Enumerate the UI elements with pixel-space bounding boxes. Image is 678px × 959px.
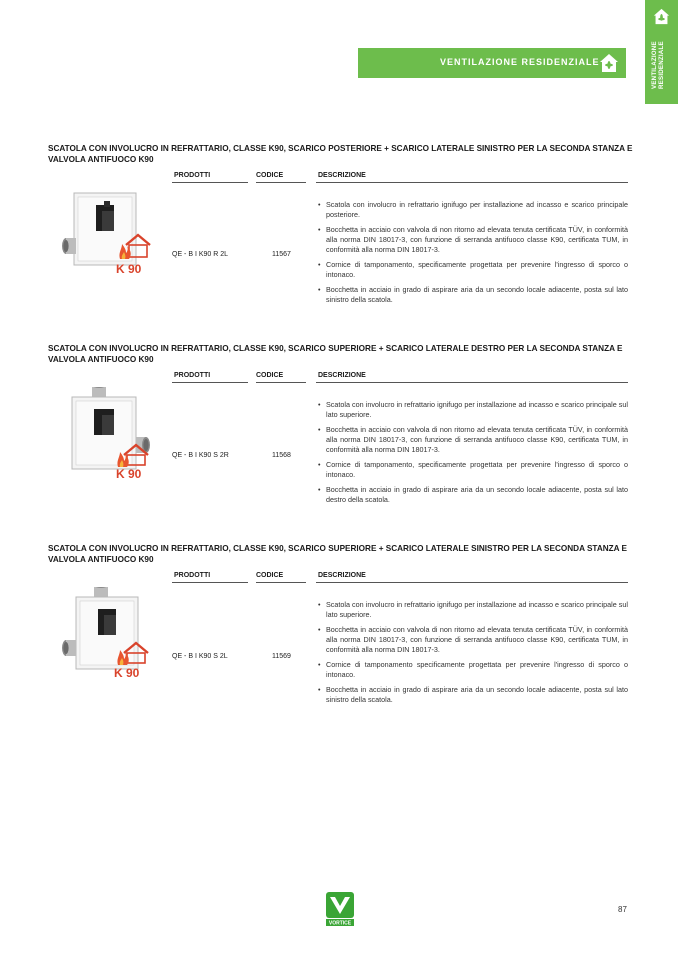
column-header-products: PRODOTTI xyxy=(174,572,211,579)
column-divider xyxy=(172,382,248,383)
product-model: QE - B I K90 S 2R xyxy=(172,452,229,459)
column-header-code: CODICE xyxy=(256,172,284,179)
description-item: • Bocchetta in acciaio con valvola di non ritorno ad elevata tenuta certificata TÜV, in conformità alla norma DIN 18017-3, con funzione di serranda antifuoco classe K90, certificata TUM, in conformità alla norma DIN 18017-3. xyxy=(318,625,628,655)
product-model: QE - B I K90 S 2L xyxy=(172,653,228,660)
product-code: 11568 xyxy=(272,452,291,459)
product-title: SCATOLA CON INVOLUCRO IN REFRATTARIO, CLASSE K90, SCARICO POSTERIORE + SCARICO LATERALE SINISTRO PER LA SECONDA STANZA E VALVOLA ANTIFUOCO K90 xyxy=(48,144,633,164)
column-divider xyxy=(316,582,628,583)
description-item: • Cornice di tamponamento, specificamente progettata per prevenire l'ingresso di sporco o intonaco. xyxy=(318,260,628,280)
section-title: VENTILAZIONE RESIDENZIALE xyxy=(440,57,600,67)
column-header-description: DESCRIZIONE xyxy=(318,172,366,179)
k90-badge: K 90 xyxy=(114,666,140,679)
column-divider xyxy=(256,182,306,183)
column-divider xyxy=(316,382,628,383)
column-divider xyxy=(172,182,248,183)
column-header-products: PRODOTTI xyxy=(174,372,211,379)
description-item: • Scatola con involucro in refrattario ignifugo per installazione ad incasso e scarico principale sul lato superiore. xyxy=(318,400,628,420)
product-model: QE - B I K90 R 2L xyxy=(172,251,229,258)
k90-badge: K 90 xyxy=(116,262,142,276)
description-item: • Scatola con involucro in refrattario ignifugo per installazione ad incasso e scarico principale posteriore. xyxy=(318,200,628,220)
description-item: • Cornice di tamponamento, specificamente progettata per prevenire l'ingresso di sporco o intonaco. xyxy=(318,460,628,480)
vortice-logo xyxy=(325,891,355,927)
product-code: 11567 xyxy=(272,251,291,258)
description-item: • Cornice di tamponamento specificamente progettata per prevenire l'ingresso di sporco o intonaco. xyxy=(318,660,628,680)
page-number: 87 xyxy=(618,905,627,914)
column-header-products: PRODOTTI xyxy=(174,172,211,179)
column-divider xyxy=(256,382,306,383)
product-title: SCATOLA CON INVOLUCRO IN REFRATTARIO, CLASSE K90, SCARICO SUPERIORE + SCARICO LATERALE SINISTRO PER LA SECONDA STANZA E VALVOLA ANTIFUOCO K90 xyxy=(48,544,627,564)
product-image xyxy=(58,587,168,679)
house-fan-icon xyxy=(653,8,670,25)
product-section xyxy=(0,343,678,533)
product-title: SCATOLA CON INVOLUCRO IN REFRATTARIO, CLASSE K90, SCARICO SUPERIORE + SCARICO LATERALE DESTRO PER LA SECONDA STANZA E VALVOLA ANTIFUOCO K90 xyxy=(48,344,623,364)
description-list xyxy=(318,600,628,710)
column-header-description: DESCRIZIONE xyxy=(318,572,366,579)
section-header-band xyxy=(358,48,626,78)
column-divider xyxy=(172,582,248,583)
description-item: • Bocchetta in acciaio in grado di aspirare aria da un secondo locale adiacente, posta sul lato destro della scatola. xyxy=(318,485,628,505)
description-list xyxy=(318,400,628,510)
column-header-code: CODICE xyxy=(256,572,284,579)
description-list xyxy=(318,200,628,310)
product-section xyxy=(0,543,678,733)
description-item: • Bocchetta in acciaio con valvola di non ritorno ad elevata tenuta certificata TÜV, in conformità alla norma DIN 18017-3, con funzione di serranda antifuoco classe K90, certificata TUM, in conformità alla norma DIN 18017-3. xyxy=(318,225,628,255)
house-fan-icon xyxy=(599,53,619,73)
product-section xyxy=(0,143,678,333)
description-item: • Bocchetta in acciaio in grado di aspirare aria da un secondo locale adiacente, posta sul lato sinistro della scatola. xyxy=(318,285,628,305)
side-tab-label: VENTILAZIONE RESIDENZIALE xyxy=(651,41,666,89)
logo-text: VORTICE xyxy=(328,920,352,927)
product-code: 11569 xyxy=(272,653,291,660)
product-image xyxy=(58,187,168,279)
column-header-code: CODICE xyxy=(256,372,284,379)
column-divider xyxy=(256,582,306,583)
product-image xyxy=(58,387,168,479)
description-item: • Scatola con involucro in refrattario ignifugo per installazione ad incasso e scarico principale sul lato superiore. xyxy=(318,600,628,620)
description-item: • Bocchetta in acciaio in grado di aspirare aria da un secondo locale adiacente, posta sul lato sinistro della scatola. xyxy=(318,685,628,705)
k90-badge: K 90 xyxy=(116,467,142,479)
side-section-tab xyxy=(645,0,678,104)
column-divider xyxy=(316,182,628,183)
column-header-description: DESCRIZIONE xyxy=(318,372,366,379)
description-item: • Bocchetta in acciaio con valvola di non ritorno ad elevata tenuta certificata TÜV, in conformità alla norma DIN 18017-3, con funzione di serranda antifuoco classe K90, certificata TUM, in conformità alla norma DIN 18017-3. xyxy=(318,425,628,455)
